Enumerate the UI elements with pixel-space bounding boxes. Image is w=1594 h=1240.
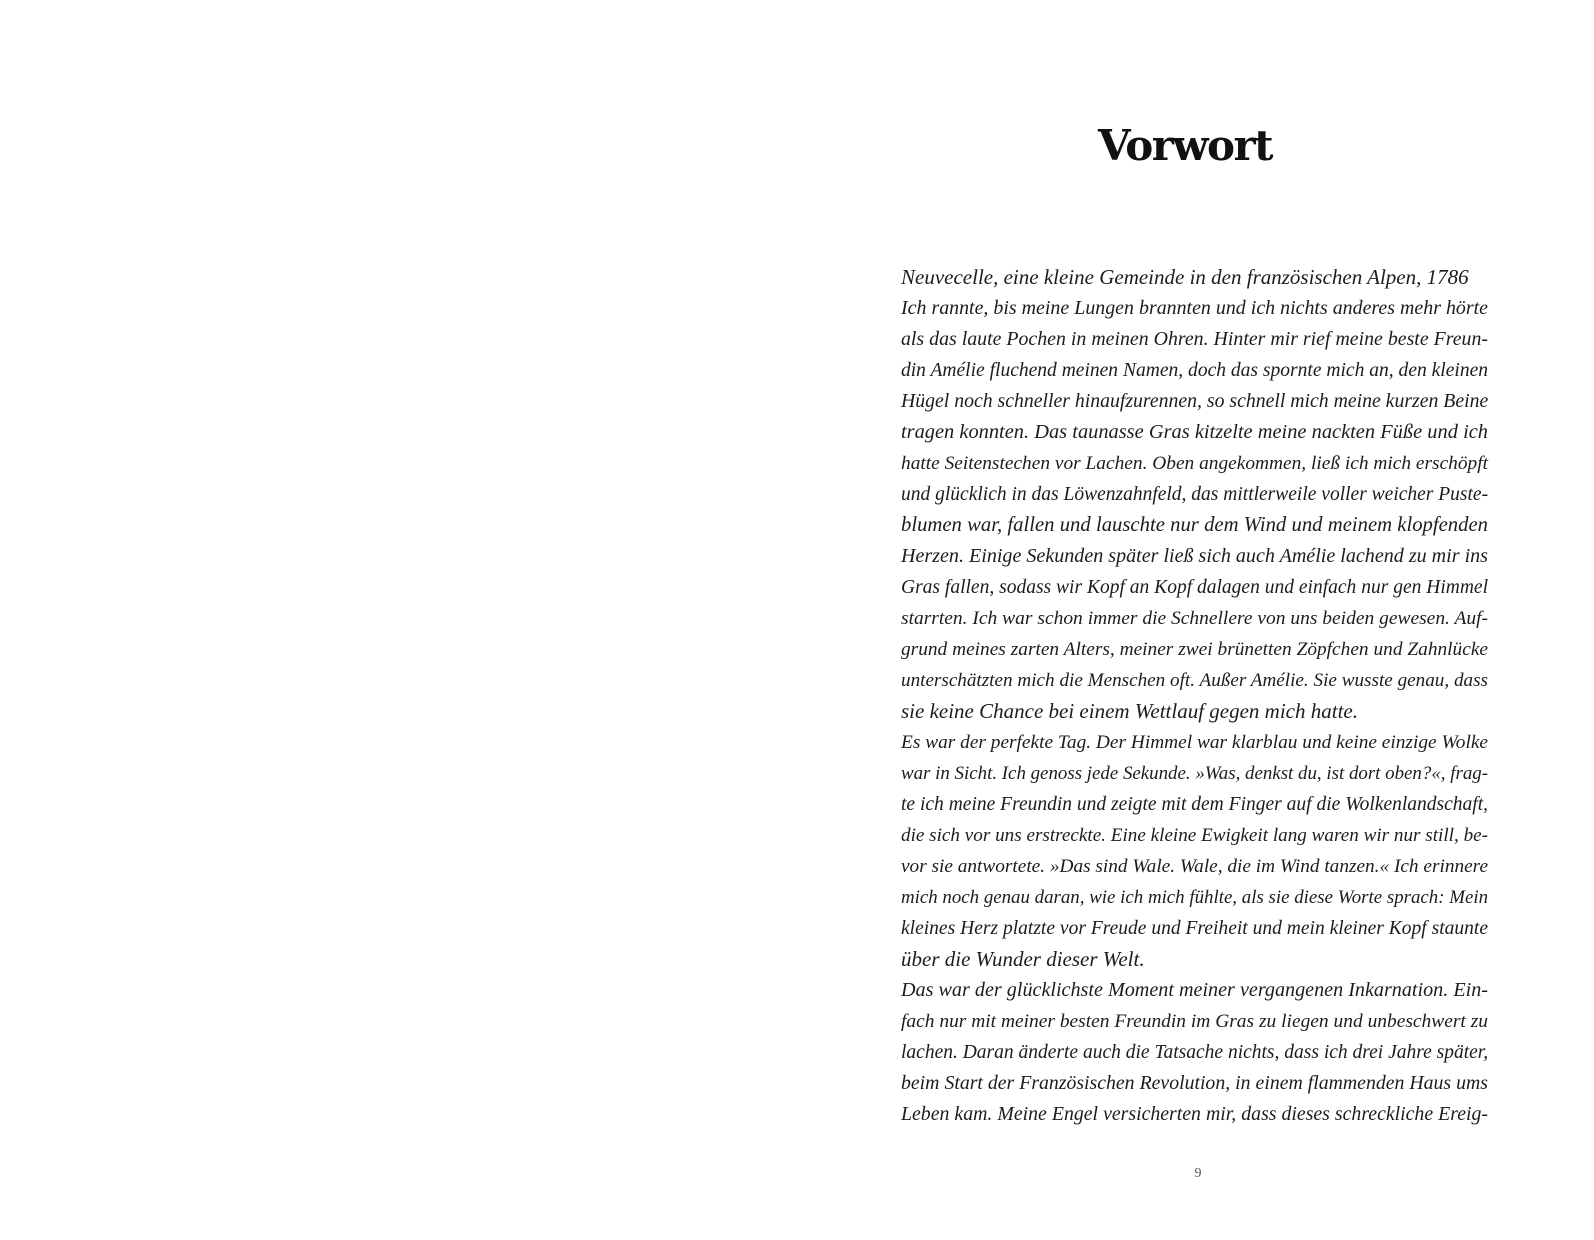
- text-line: Gras fallen, sodass wir Kopf an Kopf dalagen und einfach nur gen Himmel: [901, 577, 1488, 598]
- text-line: tragen konnten. Das taunasse Gras kitzelte meine nackten Füße und ich: [901, 421, 1488, 443]
- text-line: über die Wunder dieser Welt.: [901, 947, 1145, 971]
- text-line: Ich rannte, bis meine Lungen brannten und ich nichts anderes mehr hörte: [901, 297, 1488, 319]
- text-line: starrten. Ich war schon immer die Schnellere von uns beiden gewesen. Auf-: [901, 608, 1488, 629]
- text-line: beim Start der Französischen Revolution, in einem flammenden Haus ums: [901, 1072, 1488, 1094]
- text-line: Hügel noch schneller hinaufzurennen, so schnell mich meine kurzen Beine: [901, 390, 1489, 412]
- text-line: kleines Herz platzte vor Freude und Freiheit und mein kleiner Kopf staunte: [901, 918, 1488, 939]
- text-line: die sich vor uns erstreckte. Eine kleine Ewigkeit lang waren wir nur still, be-: [901, 825, 1488, 846]
- text-line: als das laute Pochen in meinen Ohren. Hinter mir rief meine beste Freun-: [901, 328, 1488, 350]
- text-line: hatte Seitenstechen vor Lachen. Oben angekommen, ließ ich mich erschöpft: [901, 453, 1489, 474]
- body-text: [901, 262, 1501, 1130]
- page-number: 9: [1194, 1166, 1202, 1181]
- text-line: grund meines zarten Alters, meiner zwei brünetten Zöpfchen und Zahnlücke: [901, 639, 1488, 660]
- text-line: war in Sicht. Ich genoss jede Sekunde. »Was, denkst du, ist dort oben?«, frag-: [901, 763, 1488, 784]
- text-line: Leben kam. Meine Engel versicherten mir, dass dieses schreckliche Ereig-: [901, 1103, 1488, 1125]
- text-line: lachen. Daran änderte auch die Tatsache nichts, dass ich drei Jahre später,: [901, 1042, 1489, 1063]
- right-page: [797, 0, 1594, 1240]
- chapter-title: Vorwort: [1098, 121, 1273, 170]
- text-line: und glücklich in das Löwenzahnfeld, das mittlerweile voller weicher Puste-: [901, 484, 1489, 505]
- text-line: fach nur mit meiner besten Freundin im Gras zu liegen und unbeschwert zu: [901, 1011, 1488, 1032]
- text-line: te ich meine Freundin und zeigte mit dem Finger auf die Wolkenlandschaft,: [901, 794, 1488, 815]
- text-line: unterschätzten mich die Menschen oft. Außer Amélie. Sie wusste genau, dass: [901, 670, 1488, 691]
- text-line: blumen war, fallen und lauschte nur dem Wind und meinem klopfenden: [901, 514, 1488, 536]
- text-line: vor sie antwortete. »Das sind Wale. Wale, die im Wind tanzen.« Ich erinnere: [901, 856, 1488, 877]
- text-line: Es war der perfekte Tag. Der Himmel war klarblau und keine einzige Wolke: [901, 732, 1488, 753]
- text-line: Neuvecelle, eine kleine Gemeinde in den französischen Alpen, 1786: [901, 265, 1469, 289]
- text-line: Das war der glücklichste Moment meiner vergangenen Inkarnation. Ein-: [901, 979, 1488, 1001]
- text-line: sie keine Chance bei einem Wettlauf gegen mich hatte.: [901, 699, 1358, 723]
- text-line: din Amélie fluchend meinen Namen, doch das spornte mich an, den kleinen: [901, 360, 1488, 381]
- text-line: mich noch genau daran, wie ich mich fühlte, als sie diese Worte sprach: Mein: [901, 887, 1488, 908]
- text-line: Herzen. Einige Sekunden später ließ sich auch Amélie lachend zu mir ins: [901, 545, 1488, 567]
